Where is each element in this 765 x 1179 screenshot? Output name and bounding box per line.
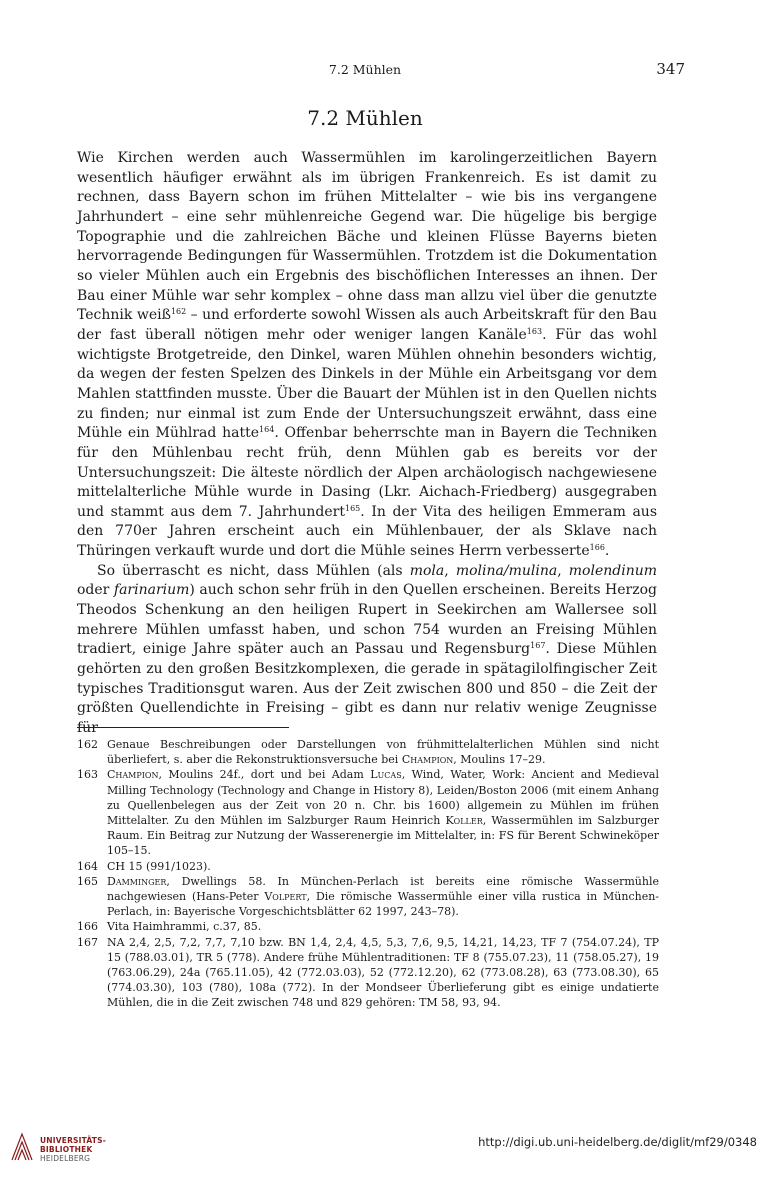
digital-copy-url[interactable]: http://digi.ub.uni-heidelberg.de/diglit/mf29/0348 [478, 1135, 757, 1149]
text-run: . Für das wohl wichtigste Brotgetreide, den Dinkel, waren Mühlen ohnehin besonders wichtig, da wegen der festen Spelzen des Dinkels in der Mühle ein Arbeitsgang vor dem Mahlen stattfinden musste. Über die Bauart der Mühlen ist in den Quellen nichts zu finden; nur einmal ist zum Ende der Untersuchungszeit erwähnt, dass eine Mühle ein Mühlrad hatte [77, 326, 658, 442]
footnote-number: 163 [77, 768, 98, 782]
text-run: Genaue Beschreibungen oder Darstellungen von frühmittelalterlichen Mühlen sind nicht überliefert, s. aber die Rekonstruktionsversuche bei [107, 738, 659, 767]
text-run: , Wassermühlen im Salzburger Raum. Ein Beitrag zur Nutzung der Wasserenergie im Mittelalter, in: FS für Berent Schwineköper 105–15. [107, 814, 660, 858]
text-run: , Wind, Water, Work: Ancient and Medieval Milling Technology (Technology and Change in History 8), Leiden/Boston 2006 (mit einem Anhang zu Quellenbelegen aus der Zeit von 20 n. Chr. bis 1600) allgemein zu Mühlen im frühen Mittelalter. Zu den Mühlen im Salzburger Raum Heinrich [107, 768, 659, 828]
text-run: NA 2,4, 2,5, 7,2, 7,7, 7,10 bzw. BN 1,4, 2,4, 4,5, 5,3, 7,6, 9,5, 14,21, 14,23, TF 7 (754.07.24), TP 15 (788.03.01), TR 5 (778). Andere frühe Mühlentraditionen: TF 8 (755.07.23), 11 (758.05.27), 19 (763.06.29), 24a (765.11.05), 42 (772.03.03), 52 (772.12.20), 62 (773.08.28), 63 (773.08.30), 65 (774.03.30), 103 (780), 108a (772). In der Mondseer Überlieferung gibt es einige undatierte Mühlen, die in die Zeit zwischen 748 und 829 gehören: TM 58, 93, 94. [107, 935, 659, 1010]
text-run: – und erforderte sowohl Wissen als auch Arbeitskraft für den Bau der fast überall nötigen mehr oder weniger langen Kanäle [77, 307, 657, 343]
author-name: Koller [445, 814, 483, 828]
footnote-divider [77, 727, 289, 728]
text-run: . Offenbar beherrschte man in Bayern die Techniken für den Mühlenbau recht früh, denn Mühlen gab es bereits vor der Untersuchungszeit: Die älteste nördlich der Alpen archäologisch nachgewiesene mittelalterliche Mühle wurde in Dasing (Lkr. Aichach-Friedberg) ausgegraben und stammt aus dem 7. Jahrhundert [77, 425, 657, 520]
footnote [77, 874, 659, 920]
text-run: . In der Vita des heiligen Emmeram aus den 770er Jahren erscheint auch ein Mühlenbauer, der als Sklave nach Thüringen verkauft wurde und dort die Mühle seines Herrn verbesserte [77, 503, 658, 560]
text-run: , Die römische Wassermühle einer villa rustica in München-Perlach, in: Bayerische Vorgeschichtsblätter 62 1997, 243–78). [107, 890, 660, 919]
author-name: Damminger [107, 874, 167, 888]
text-run: CH 15 (991/1023). [107, 859, 211, 873]
running-title: 7.2 Mühlen [328, 62, 402, 77]
page-number: 347 [656, 60, 685, 78]
text-run: Vita Haimhrammi, c.37, 85. [107, 920, 262, 934]
footnote-ref: 166 [589, 543, 605, 553]
running-header [0, 62, 765, 80]
text-run: . Diese Mühlen gehörten zu den großen Besitzkomplexen, die gerade in spätagilolfingischer Zeit typisches Traditionsgut waren. Aus der Zeit zwischen 800 und 850 – die Zeit der größten Quellendichte in Freising – gibt es dann nur relativ wenige Zeugnisse für [77, 641, 657, 737]
text-run: , Moulins 17–29. [453, 753, 546, 767]
logo-line-3: HEIDELBERG [40, 1154, 91, 1163]
body-paragraph [77, 562, 657, 739]
footnote-number: 164 [77, 859, 98, 873]
footnote [77, 767, 659, 858]
latin-term: farinarium [113, 582, 190, 599]
text-run: , Moulins 24f., dort und bei Adam [158, 768, 371, 782]
text-run: , [444, 562, 456, 579]
library-logo[interactable] [10, 1130, 150, 1174]
author-name: Champion [401, 753, 454, 767]
footnote-ref: 162 [170, 307, 187, 317]
text-run: , Dwellings 58. In München-Perlach ist bereits eine römische Wassermühle nachgewiesen (Hans-Peter [107, 874, 659, 904]
footnote [77, 919, 659, 934]
library-logo-icon [10, 1130, 34, 1164]
footnote [77, 859, 659, 874]
latin-term: molendinum [568, 562, 657, 579]
text-run: So überrascht es nicht, dass Mühlen (als [97, 562, 410, 579]
footnote [77, 935, 659, 1011]
text-run: , [557, 562, 569, 579]
footnote-number: 165 [77, 874, 98, 888]
latin-term: molina/mulina [455, 562, 558, 579]
footnote-ref: 163 [526, 326, 543, 336]
logo-line-2: BIBLIOTHEK [40, 1145, 93, 1154]
author-name: Champion [107, 768, 159, 782]
footnote [77, 737, 659, 767]
footnote-number: 166 [77, 920, 98, 934]
latin-term: mola [409, 562, 445, 579]
footnotes [77, 737, 659, 1011]
text-run: Wie Kirchen werden auch Wassermühlen im karolingerzeitlichen Bayern wesentlich häufiger erwähnt als im übrigen Frankenreich. Es ist damit zu rechnen, dass Bayern schon im frühen Mittelalter – wie bis ins vergangene Jahrhundert – eine sehr mühlenreiche Gegend war. Die hügelige bis bergige Topographie und die zahlreichen Bäche und kleinen Flüsse Bayerns bieten hervorragende Bedingungen für Wassermühlen. Trotzdem ist die Dokumentation so vieler Mühlen auch ein Ergebnis des bischöflichen Interesses an ihnen. Der Bau einer Mühle war sehr komplex – ohne dass man allzu viel über die genutzte Technik weiß [77, 150, 657, 324]
body-paragraph [77, 149, 657, 562]
footnote-number: 167 [77, 935, 98, 949]
footnote-ref: 164 [259, 425, 275, 435]
logo-line-1: UNIVERSITÄTS- [40, 1136, 107, 1145]
text-run: oder [77, 582, 114, 599]
footnote-ref: 167 [530, 641, 546, 651]
text-run: ) auch schon sehr früh in den Quellen erscheinen. Bereits Herzog Theodos Schenkung an den heiligen Rupert in Seekirchen am Wallersee soll mehrere Mühlen umfasst haben, und schon 754 wurden an Freising Mühlen tradiert, einige Jahre später auch an Passau und Regensburg [77, 582, 657, 658]
body-text [77, 149, 657, 739]
footnote-ref: 165 [345, 503, 361, 513]
author-name: Lucas [370, 768, 402, 782]
footnote-number: 162 [77, 738, 98, 751]
text-run: . [604, 543, 610, 560]
author-name: Volpert [264, 890, 307, 904]
section-title: 7.2 Mühlen [307, 106, 423, 130]
